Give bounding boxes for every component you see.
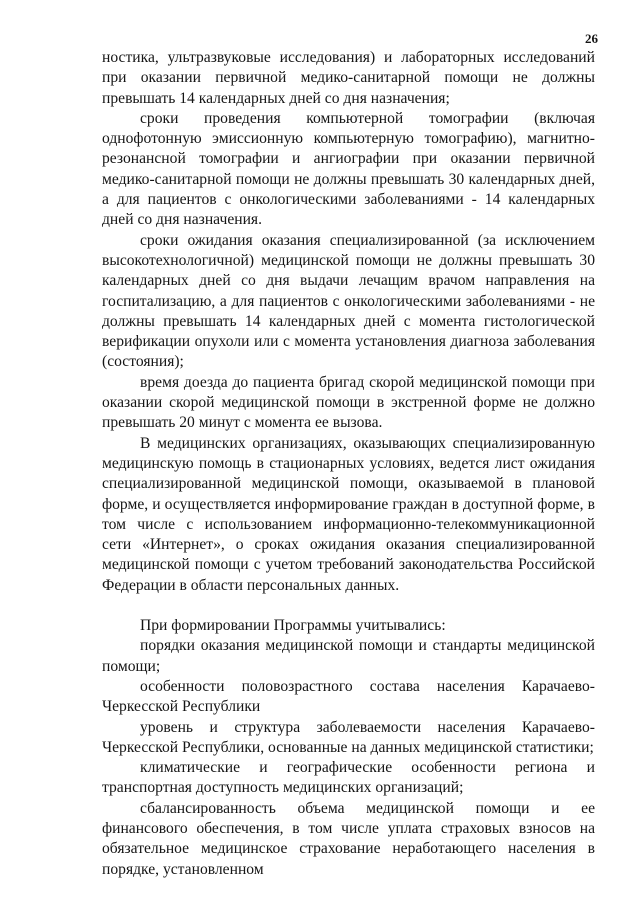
paragraph-climate-geography: климатические и географические особенности региона и транспортная доступность медицинских организаций;: [102, 759, 595, 797]
paragraph-continuation-lab-tests: ностика, ультразвуковые исследования) и лабораторных исследований при оказании первичной медико-санитарной помощи не должны превышать 14 календарных дней со дня назначения;: [102, 49, 595, 107]
paragraph-ct-mri-deadlines: сроки проведения компьютерной томографии (включая однофотонную эмиссионную компьютерную томографию), магнитно-резонансной томографии и ангиографии при оказании первичной медико-санитарной помощи не должны превышать 30 календарных дней, а для пациентов с онкологическими заболеваниями - 14 календарных дней со дня назначения.: [102, 109, 595, 229]
paragraph-age-sex-composition: особенности половозрастного состава населения Карачаево-Черкесской Республики: [102, 677, 595, 716]
page-number: 26: [585, 31, 598, 46]
paragraph-specialized-care-wait: сроки ожидания оказания специализированной (за исключением высокотехнологичной) медицинской помощи не должны превышать 30 календарных дней со дня выдачи лечащим врачом направления на госпитализацию, а для пациентов с онкологическими заболеваниями - не должны превышать 14 календарных дней с момента гистологической верификации опухоли или с момента установления диагноза заболевания (состояния);: [102, 231, 595, 371]
paragraph-morbidity-structure: уровень и структура заболеваемости населения Карачаево-Черкесской Республики, основанные на данных медицинской статистики;: [102, 718, 595, 756]
paragraph-waiting-list: В медицинских организациях, оказывающих специализированную медицинскую помощь в стационарных условиях, ведется лист ожидания специализированной медицинской помощи, оказываемой в плановой форме, и осуществляется информирование граждан в доступной форме, в том числе с использованием информационно-телекоммуникационной сети «Интернет», о сроках ожидания оказания специализированной медицинской помощи с учетом требований законодательства Российской Федерации в области персональных данных.: [102, 434, 595, 594]
paragraph-program-considerations-heading: При формировании Программы учитывались:: [140, 617, 446, 635]
paragraph-ambulance-arrival-time: время доезда до пациента бригад скорой медицинской помощи при оказании скорой медицинской помощи в экстренной форме не должно превышать 20 минут с момента ее вызова.: [102, 373, 595, 432]
paragraph-balanced-financing: сбалансированность объема медицинской помощи и ее финансового обеспечения, в том числе уплата страховых взносов на обязательное медицинское страхование неработающего населения в порядке, установленном: [102, 799, 595, 878]
document-body: [102, 48, 595, 880]
paragraph-care-procedures-standards: порядки оказания медицинской помощи и стандарты медицинской помощи;: [102, 637, 595, 675]
